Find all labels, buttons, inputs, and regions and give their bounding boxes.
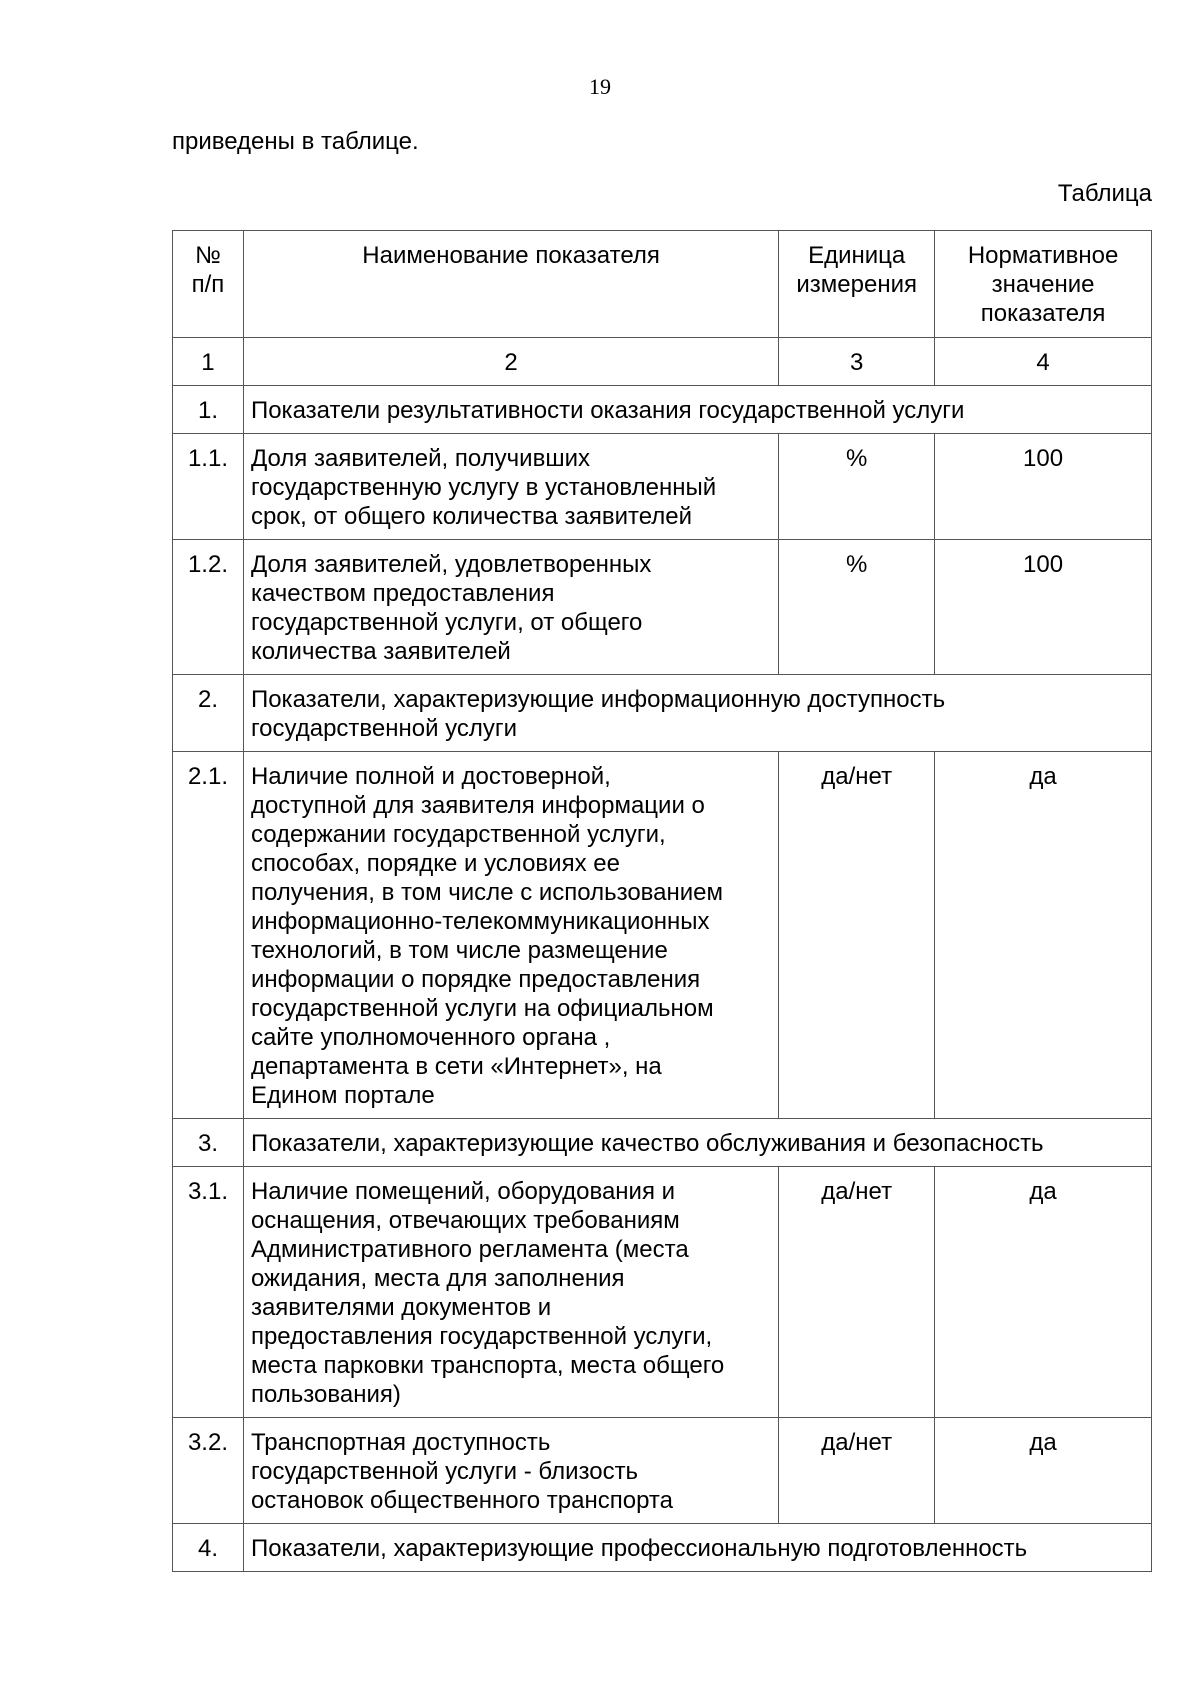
section-num: 3. [173, 1119, 244, 1167]
row-num: 1.2. [173, 540, 244, 675]
table-row [173, 752, 1152, 1119]
section-row [173, 386, 1152, 434]
section-num: 4. [173, 1524, 244, 1572]
row-num: 3.2. [173, 1418, 244, 1524]
section-title: Показатели, характеризующие профессиональную подготовленность [243, 1524, 1151, 1572]
row-num: 3.1. [173, 1167, 244, 1418]
row-value: да [935, 1418, 1152, 1524]
row-name: Наличие полной и достоверной, доступной для заявителя информации о содержании государственной услуги, способах, порядке и условиях ее получения, в том числе с использованием информационно-телекоммуникационных технологий, в том числе размещение информации о порядке предоставления государственной услуги на официальном сайте уполномоченного органа , департамента в сети «Интернет», на Едином портале [243, 752, 778, 1119]
column-number: 2 [243, 338, 778, 386]
row-value: да [935, 752, 1152, 1119]
row-value: 100 [935, 434, 1152, 540]
row-name: Наличие помещений, оборудования и оснащения, отвечающих требованиям Административного регламента (места ожидания, места для заполнения заявителями документов и предоставления государственной услуги, места парковки транспорта, места общего пользования) [243, 1167, 778, 1418]
table-caption: Таблица [1057, 180, 1152, 207]
section-row [173, 1119, 1152, 1167]
row-unit: да/нет [779, 752, 935, 1119]
row-unit: % [779, 540, 935, 675]
header-name: Наименование показателя [243, 231, 778, 338]
column-numbers-row [173, 338, 1152, 386]
table-row [173, 1167, 1152, 1418]
row-num: 1.1. [173, 434, 244, 540]
row-name: Доля заявителей, удовлетворенных качеством предоставления государственной услуги, от общего количества заявителей [243, 540, 778, 675]
column-number: 1 [173, 338, 244, 386]
header-value: Нормативное значение показателя [935, 231, 1152, 338]
section-num: 2. [173, 675, 244, 752]
table-row [173, 1418, 1152, 1524]
section-title: Показатели, характеризующие информационную доступность государственной услуги [243, 675, 1151, 752]
row-unit: да/нет [779, 1418, 935, 1524]
section-num: 1. [173, 386, 244, 434]
intro-text: приведены в таблице. [172, 128, 419, 155]
column-number: 3 [779, 338, 935, 386]
section-title: Показатели, характеризующие качество обслуживания и безопасность [243, 1119, 1151, 1167]
row-unit: да/нет [779, 1167, 935, 1418]
indicators-table [172, 230, 1152, 1572]
header-unit: Единица измерения [779, 231, 935, 338]
row-value: да [935, 1167, 1152, 1418]
section-title: Показатели результативности оказания государственной услуги [243, 386, 1151, 434]
section-row [173, 675, 1152, 752]
table-row [173, 540, 1152, 675]
row-value: 100 [935, 540, 1152, 675]
row-num: 2.1. [173, 752, 244, 1119]
row-name: Транспортная доступность государственной услуги - близость остановок общественного транспорта [243, 1418, 778, 1524]
table-header-row [173, 231, 1152, 338]
column-number: 4 [935, 338, 1152, 386]
row-unit: % [779, 434, 935, 540]
section-row [173, 1524, 1152, 1572]
page-number: 19 [589, 74, 611, 99]
header-num: № п/п [173, 231, 244, 338]
table-row [173, 434, 1152, 540]
row-name: Доля заявителей, получивших государственную услугу в установленный срок, от общего количества заявителей [243, 434, 778, 540]
